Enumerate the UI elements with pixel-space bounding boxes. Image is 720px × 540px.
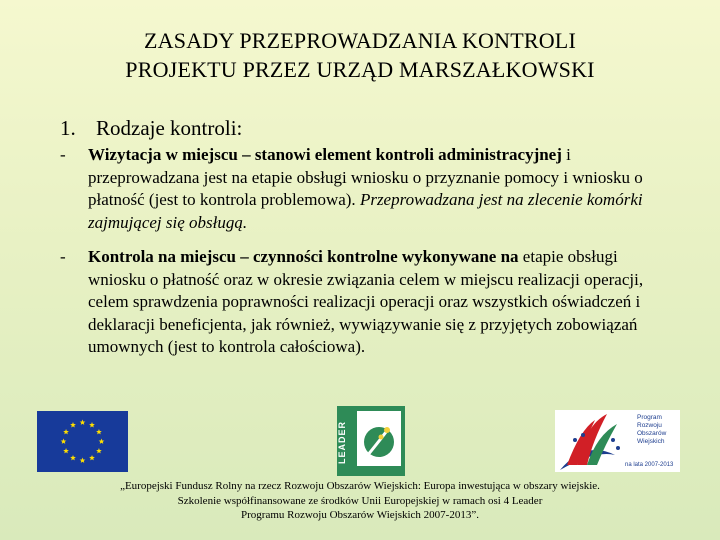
leader-logo [337, 406, 405, 476]
footer-line-2: Szkolenie współfinansowane ze środków Unii Europejskiej w ramach osi 4 Leader [177, 494, 543, 507]
eu-stars-icon [37, 411, 128, 472]
item-bold-text: Wizytacja w miejscu – stanowi element kontroli administracyjnej [88, 145, 562, 164]
prow-logo-text: Program Rozwoju Obszarów Wiejskich [637, 414, 667, 445]
slide-title [0, 26, 720, 84]
footer-line-3: Programu Rozwoju Obszarów Wiejskich 2007-2013”. [241, 509, 479, 521]
section-heading-text: Rodzaje kontroli: [96, 116, 243, 140]
eu-flag-logo [37, 411, 128, 472]
leader-logo-text: LEADER [337, 420, 347, 464]
title-line-2: PROJEKTU PRZEZ URZĄD MARSZAŁKOWSKI [125, 57, 595, 82]
section-heading [60, 116, 242, 141]
item-italic-text: Przeprowadzana jest na zlecenie komórki zajmującej się obsługą. [88, 190, 643, 232]
list-item [60, 144, 660, 234]
list-dash: - [60, 247, 66, 266]
footer-line-1: „Europejski Fundusz Rolny na rzecz Rozwoju Obszarów Wiejskich: Europa inwestująca w obszary wiejskie. [120, 480, 600, 492]
prow-logo [555, 410, 680, 472]
list-dash: - [60, 145, 66, 164]
section-number: 1. [60, 116, 76, 140]
item-normal-text: etapie obsługi wniosku o płatność oraz w okresie związania celem w miejscu realizacji operacji, celem sprawdzenia poprawności realizacji operacji oraz wszystkich oświadczeń i deklaracji beneficjenta, jak również, wywiązywanie się z przyjętych zobowiązań umownych (jest to kontrola całościowa). [88, 247, 644, 356]
item-normal-text: i przeprowadzana jest na etapie obsługi wniosku o przyznanie pomocy i wniosku o płatność (jest to kontrola problemowa). [88, 145, 643, 209]
title-line-1: ZASADY PRZEPROWADZANIA KONTROLI [144, 28, 576, 53]
item-bold-text: Kontrola na miejscu – czynności kontrolne wykonywane na [88, 247, 519, 266]
prow-years: na lata 2007-2013 [625, 462, 674, 468]
list-item [60, 246, 660, 359]
footer-note [0, 479, 720, 523]
